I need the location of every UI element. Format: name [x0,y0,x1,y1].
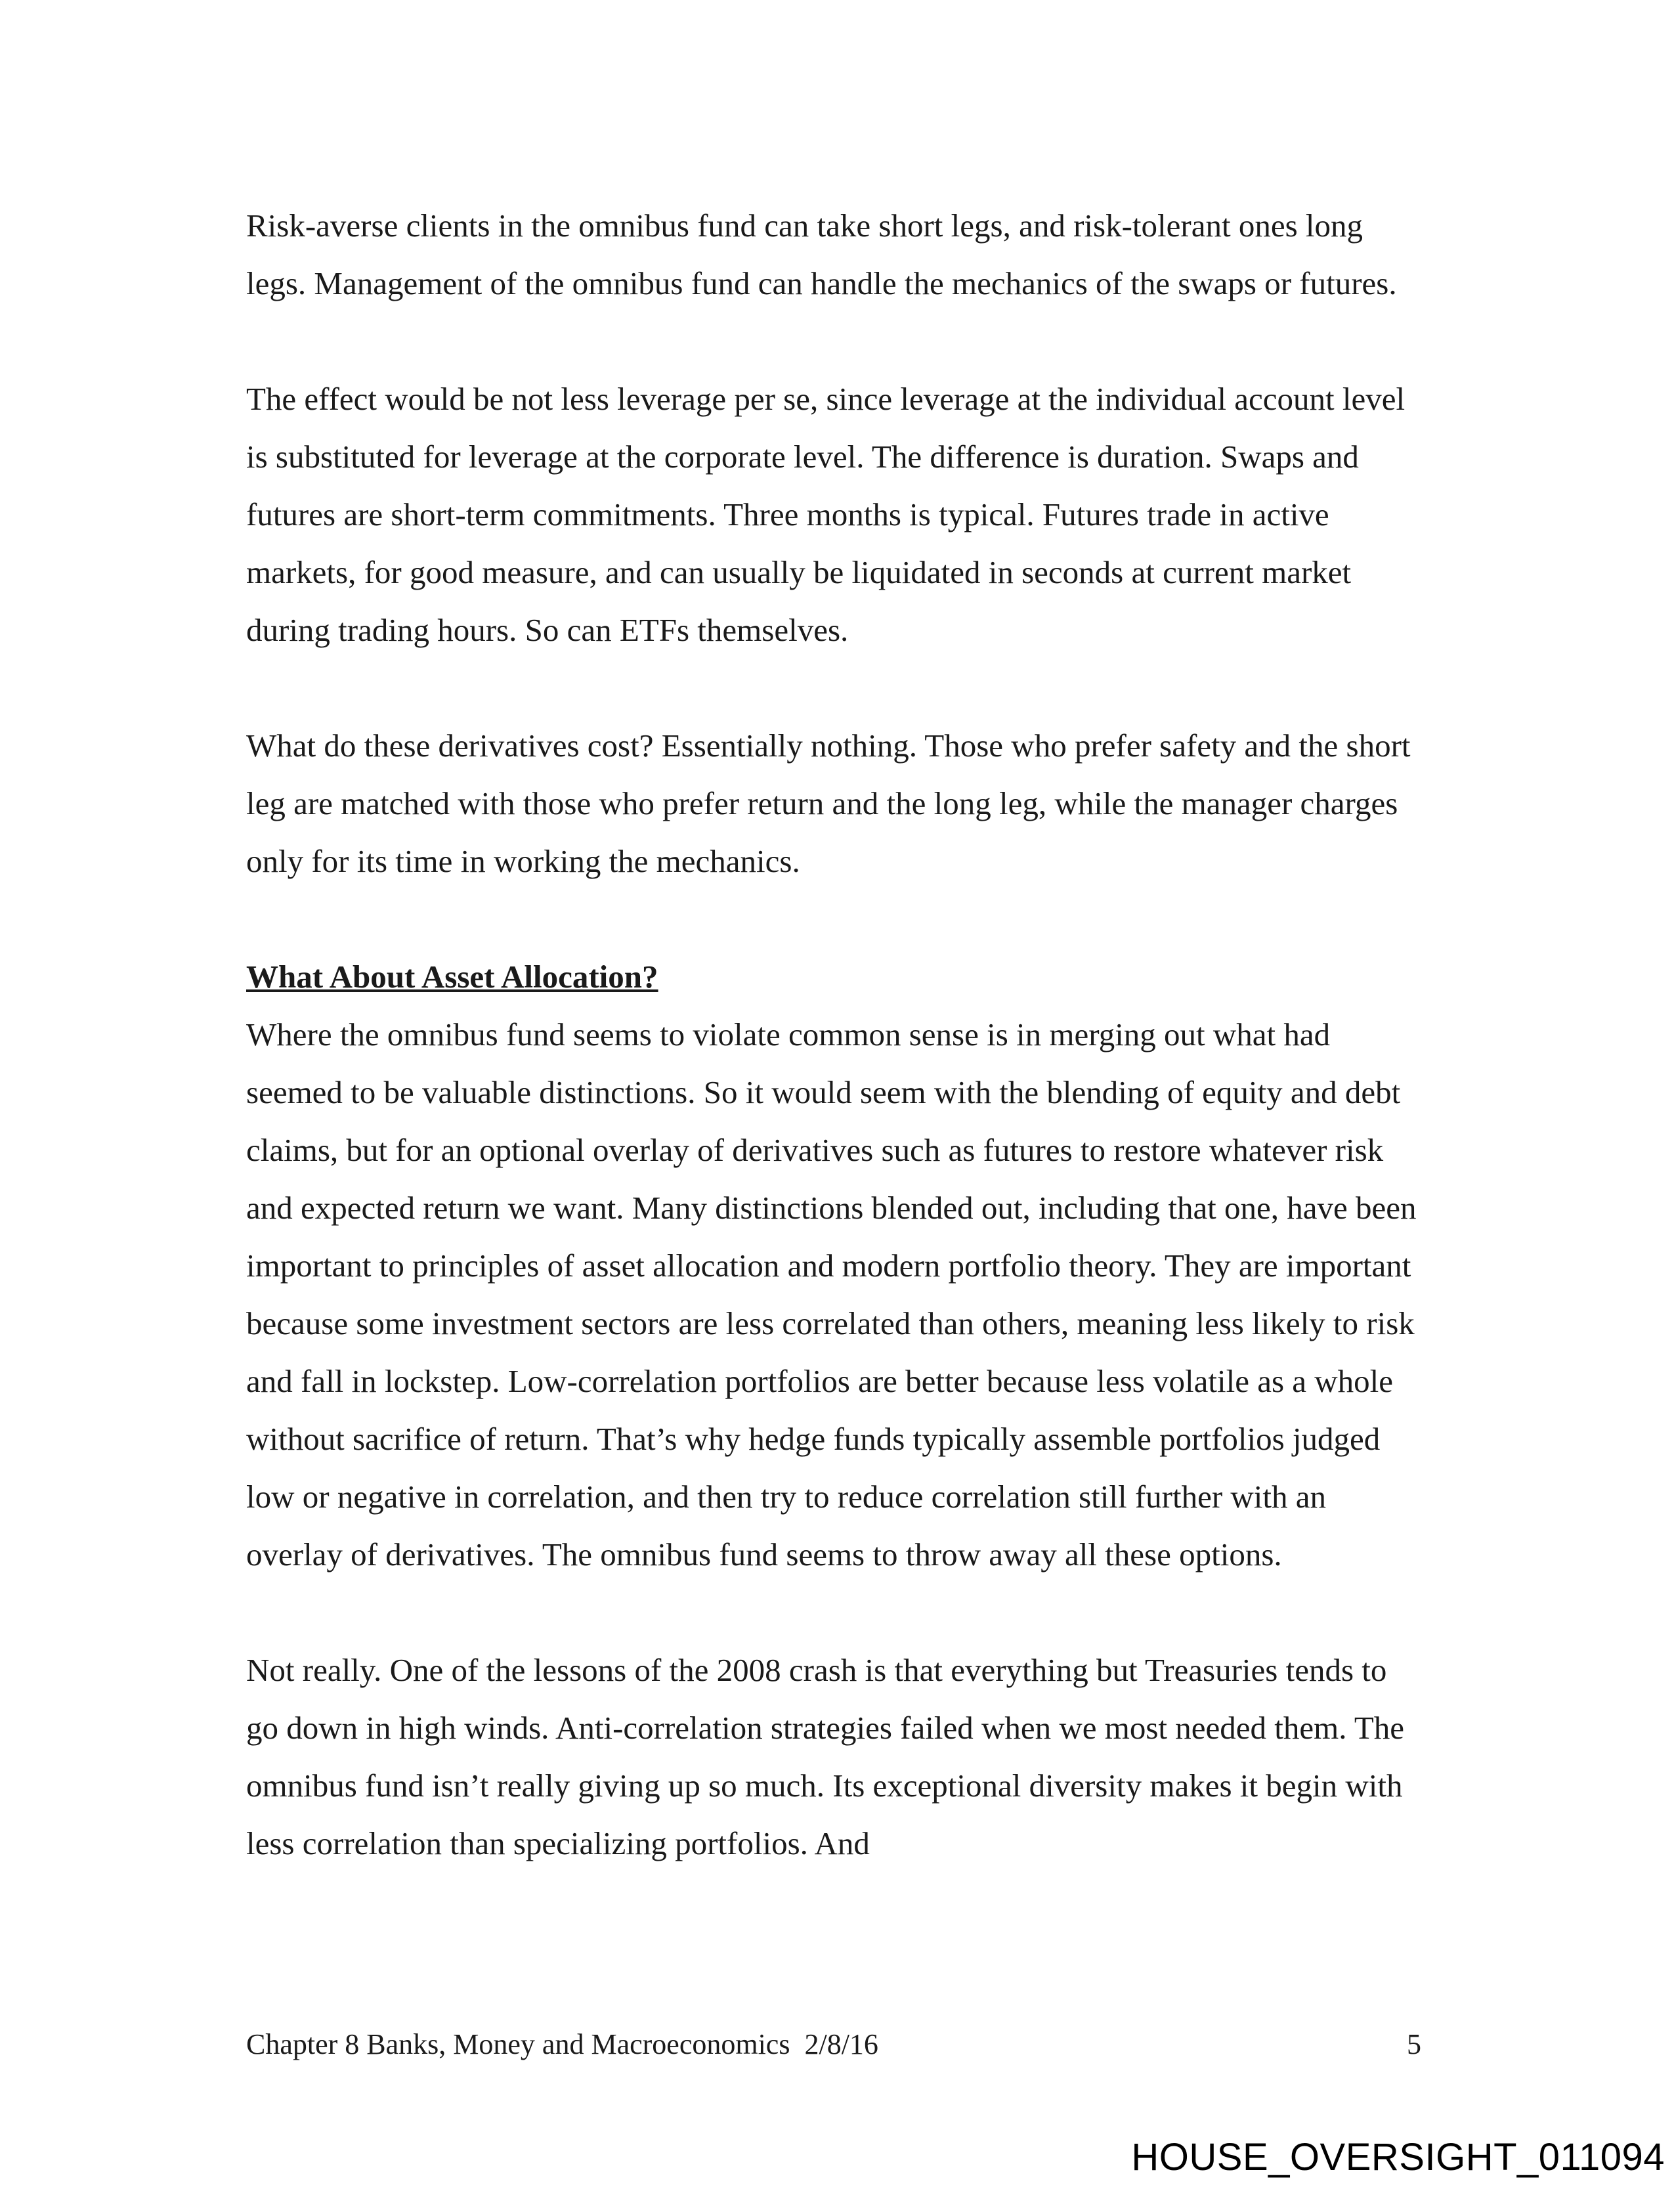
footer-chapter-info [246,2028,878,2062]
paragraph-asset-allocation: Where the omnibus fund seems to violate common sense is in merging out what had seemed to be valuable distinctions. So it would seem with the blending of equity and debt claims, but for an optional overlay of derivatives such as futures to restore whatever risk and expected return we want. Many distinctions blended out, including that one, have been important to principles of asset allocation and modern portfolio theory. They are important because some investment sectors are less correlated than others, meaning less likely to risk and fall in lockstep. Low-correlation portfolios are better because less volatile as a whole without sacrifice of return. That’s why hedge funds typically assemble portfolios judged low or negative in correlation, and then try to reduce correlation still further with an overlay of derivatives. The omnibus fund seems to throw away all these options. [246,1016,1417,1572]
footer-chapter-title: Chapter 8 Banks, Money and Macroeconomics [246,2028,790,2060]
paragraph-leverage-effect: The effect would be not less leverage per se, since leverage at the individual account level is substituted for leverage at the corporate level. The difference is duration. Swaps and futures are short-term commitments. Three months is typical. Futures trade in active markets, for good measure, and can usually be liquidated in seconds at current market during trading hours. So can ETFs themselves. [246,381,1406,648]
page-footer [246,2028,1421,2062]
section-heading-asset-allocation: What About Asset Allocation? [246,959,658,995]
document-body [246,197,1421,1930]
bates-stamp: HOUSE_OVERSIGHT_011094 [1131,2136,1665,2179]
paragraph-risk-averse: Risk-averse clients in the omnibus fund can take short legs, and risk-tolerant ones long legs. Management of the omnibus fund can handle the mechanics of the swaps or futures. [246,207,1397,301]
paragraph-derivatives-cost: What do these derivatives cost? Essentially nothing. Those who prefer safety and the short leg are matched with those who prefer return and the long leg, while the manager charges only for its time in working the mechanics. [246,727,1411,879]
page-number: 5 [1407,2028,1421,2060]
paragraph-2008-crash: Not really. One of the lessons of the 2008 crash is that everything but Treasuries tends to go down in high winds. Anti-correlation strategies failed when we most needed them. The omnibus fund isn’t really giving up so much. Its exceptional diversity makes it begin with less correlation than specializing portfolios. And [246,1652,1405,1861]
footer-date: 2/8/16 [804,2028,878,2060]
